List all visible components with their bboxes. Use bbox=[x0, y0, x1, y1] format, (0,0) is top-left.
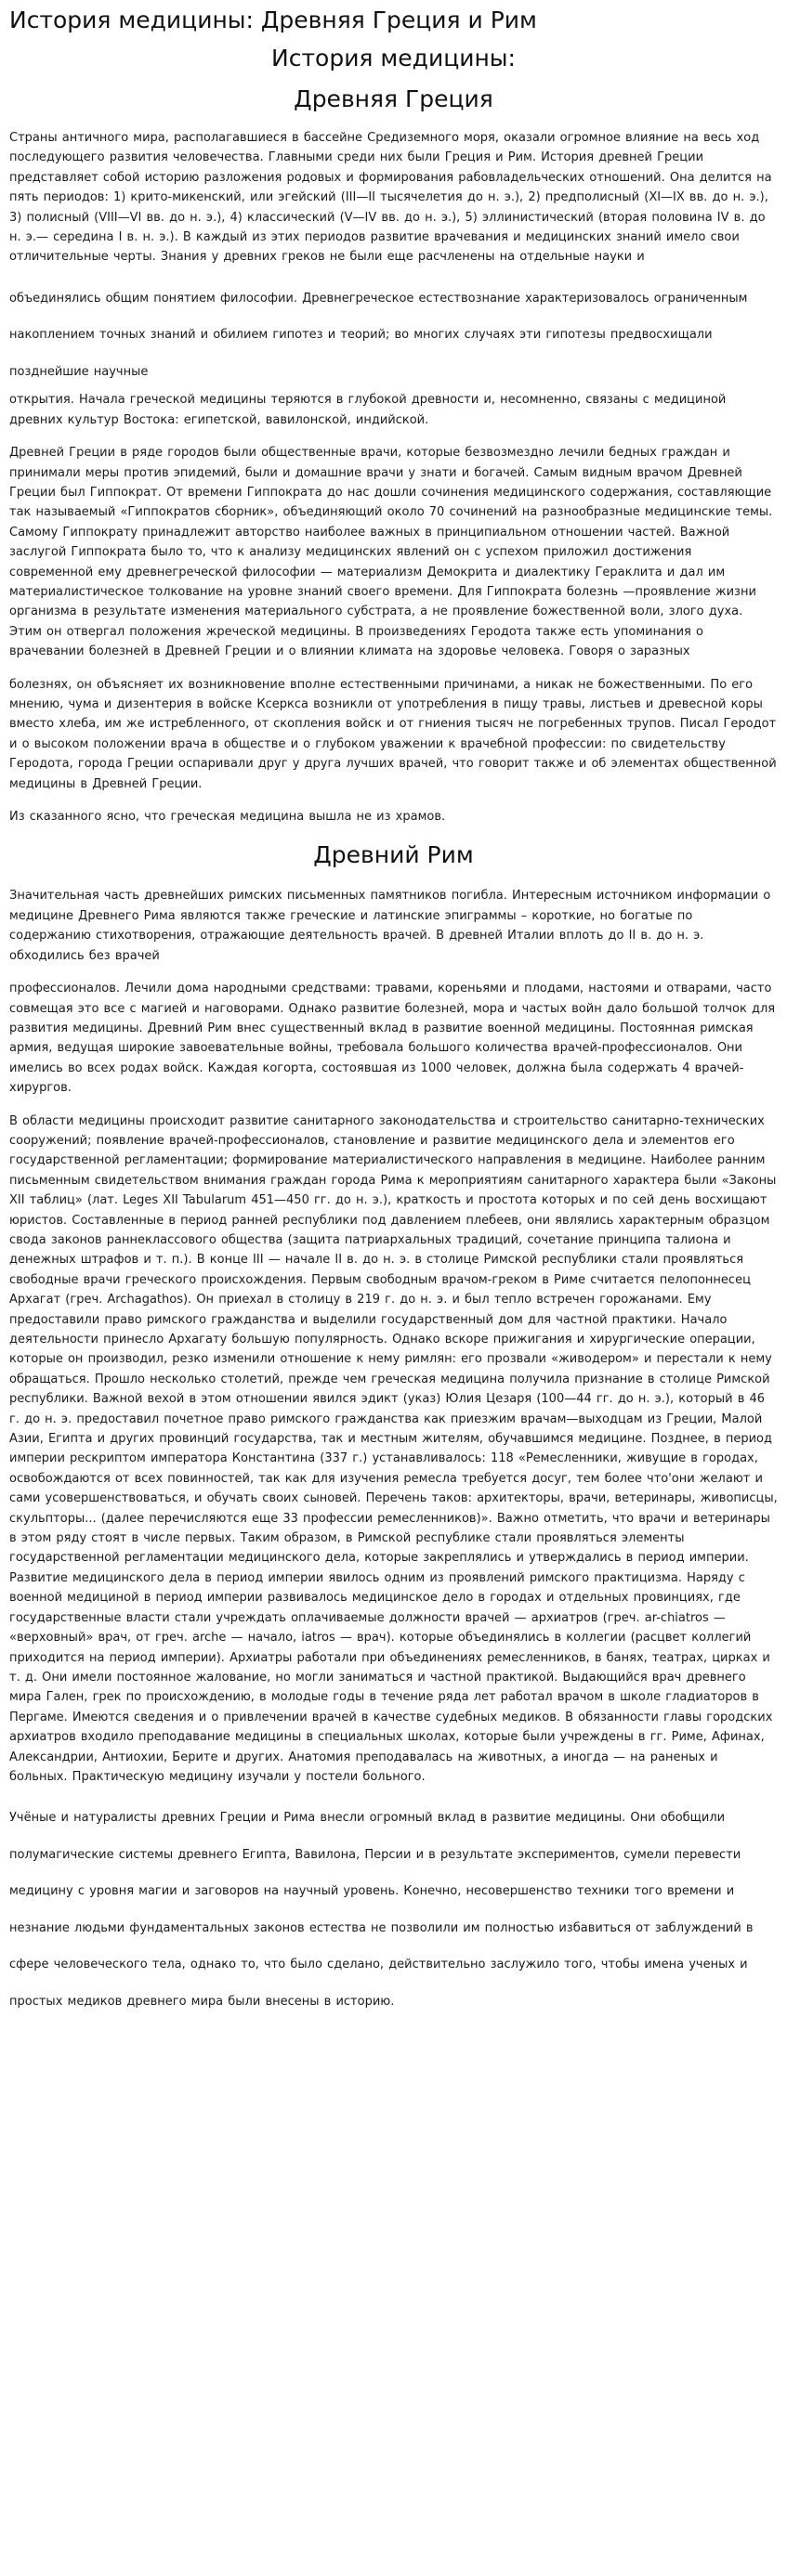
main-heading: История медицины: bbox=[271, 45, 516, 72]
paragraph: профессионалов. Лечили дома народными средствами: травами, кореньями и плодами, настоями и отварами, часто совмещая это все с магией и наговорами. Однако развитие болезней, мора и частых войн дало большой толчок для развития медицины. Древний Рим внес существенный вклад в развитие военной медицины. Постоянная римская армия, ведущая широкие завоевательные войны, требовала большого количества врачей-профессионалов. Они имелись во всех родах войск. Каждая когорта, состоявшая из 1000 человек, должна была содержать 4 врачей-хирургов. bbox=[9, 982, 776, 1096]
paragraph: В области медицины происходит развитие санитарного законодательства и строительство санитарно-технических сооружений; появление врачей-профессионалов, становление и развитие медицинского дела и элементов его государственной регламентации; формирование материалистического направления в медицине. Наиболее ранним письменным свидетельством внимания граждан города Рима к мероприятиям санитарного характера были «Законы XII таблиц» (лат. Leges XII Tabularum 451—450 гг. до н. э.), краткость и простота которых и по сей день восхищают юристов. Составленные в период ранней республики под давлением плебеев, они являлись характерным образцом свода законов раннеклассового общества (защита патриархальных традиций, сочетание принципа талиона и денежных штрафов и т. п.). В конце III — начале II в. до н. э. в столице Римской республики стали проявляться свободные врачи греческого происхождения. Первым свободным врачом-греком в Риме считается пелопоннесец Архагат (греч. Archagathos). Он приехал в столицу в 219 г. до н. э. и был тепло встречен горожанами. Ему предоставили право римского гражданства и выделили государственный дом для частной практики. Начало деятельности принесло Архагату большую популярность. Однако вскоре прижигания и хирургические операции, которые он производил, резко изменили отношение к нему римлян: его прозвали «живодером» и перестали к нему обращаться. Прошло несколько столетий, прежде чем греческая медицина получила признание в столице Римской республики. Важной вехой в этом отношении явился эдикт (указ) Юлия Цезаря (100—44 гг. до н. э.), который в 46 г. до н. э. предоставил почетное право римского гражданства как приезжим врачам—выходцам из Греции, Малой Азии, Египта и других провинций государства, так и местным жителям, обучавшимся медицине. Позднее, в период империи рескриптом императора Константина (337 г.) устанавливалось: 118 «Ремесленники, живущие в городах, освобождаются от всех повинностей, так как для изучения ремесла требуется досуг, тем более что'они желают и сами усовершенствоваться, и обучать своих сыновей. Перечень таков: архитекторы, врачи, ветеринары, живописцы, скульпторы... (далее перечисляются еще 33 профессии ремесленников)». Важно отметить, что врачи и ветеринары в этом ряду стоят в числе первых. Таким образом, в Римской республике стали проявляться элементы государственной регламентации медицинского дела, которые закреплялись и утверждались в период империи. Развитие медицинского дела в период империи явилось одним из проявлений римского практицизма. Наряду с военной медициной в период империи развивалось медицинское дело в городах и отдельных провинциях, где государственные власти стали учреждать оплачиваемые должности врачей — архиатров (греч. ar-chiatros — «верховный» врач, от греч. arche — начало, iatros — врач). которые объединялись в коллегии (расцвет коллегий приходится на период империи). Архиатры работали при объединениях ремесленников, в банях, театрах, цирках и т. д. Они имели постоянное жалование, но могли заниматься и частной практикой. Выдающийся врач древнего мира Гален, грек по происхождению, в молодые годы в течение ряда лет работал врачом в школе гладиаторов в Пергаме. Имеются сведения и о привлечении врачей в качестве судебных медиков. В обязанности главы городских архиатров входило преподавание медицины в специальных школах, которые были учреждены в гг. Риме, Афинах, Александрии, Антиохии, Берите и других. Анатомия преподавалась на животных, а иногда — на раненых и больных. Практическую медицину изучали у постели больного. bbox=[9, 1113, 778, 1784]
document-title: История медицины: Древняя Греция и Рим bbox=[9, 7, 537, 33]
paragraph: Из сказанного ясно, что греческая медицина вышла не из храмов. bbox=[9, 810, 446, 825]
paragraph: Учёные и натуралисты древних Греции и Рима внесли огромный вклад в развитие медицины. Они обобщили полумагические системы древнего Египта, Вавилона, Персии и в результате экспериментов, сумели перевести медицину с уровня магии и заговоров на научный уровень. Конечно, несовершенство техники того времени и незнание людьми фундаментальных законов естества не позволили им полностью избавиться от заблуждений в сфере человеческого тела, однако то, что было сделано, действительно заслужило того, чтобы имена ученых и простых медиков древнего мира были внесены в историю. bbox=[9, 1811, 754, 2009]
paragraph: болезнях, он объясняет их возникновение вполне естественными причинами, а никак не божественными. По его мнению, чума и дизентерия в войске Ксеркса возникли от употребления в пищу травы, листьев и древесной коры вместо хлеба, им же истребленного, от скопления войск и от гниения тысяч не погребенных трупов. Писал Геродот и о высоком положении врача в обществе и о глубоком уважении к врачебной профессии: по свидетельству Геродота, города Греции оспаривали друг у друга лучших врачей, что говорит также и об элементах общественной медицины в Древней Греции. bbox=[9, 677, 777, 791]
paragraph: объединялись общим понятием философии. Древнегреческое естествознание характеризовалось ограниченным накоплением точных знаний и обилием гипотез и теорий; во многих случаях эти гипотезы предвосхищали позднейшие научные bbox=[9, 291, 748, 379]
section-ancient-greece bbox=[9, 84, 778, 826]
paragraph: открытия. Начала греческой медицины теряются в глубокой древности и, несомненно, связаны с медициной древних культур Востока: египетской, вавилонской, индийской. bbox=[9, 393, 727, 427]
paragraph: Древней Греции в ряде городов были общественные врачи, которые безвозмездно лечили бедных граждан и принимали меры против эпидемий, были и домашние врачи у знати и богачей. Самым видным врачом Древней Греции был Гиппократ. От времени Гиппократа до нас дошли сочинения медицинского содержания, составляющие так называемый «Гиппократов сборник», объединяющий около 70 сочинений на разнообразные медицинские темы. Самому Гиппократу принадлежит авторство наиболее важных в принципиальном отношении частей. Важной заслугой Гиппократа было то, что к анализу медицинских явлений он с успехом приложил достижения современной ему древнегреческой философии — материализм Демокрита и диалектику Гераклита и дал им материалистическое толкование на уровне знаний своего времени. Для Гиппократа болезнь —проявление жизни организма в результате изменения материального субстрата, а не проявление божественной воли, злого духа. Этим он отвергал положения жреческой медицины. В произведениях Геродота также есть упоминания о врачевании болезней в Древней Греции и о влиянии климата на здоровье человека. Говоря о заразных bbox=[9, 446, 773, 659]
section-ancient-rome bbox=[9, 839, 778, 2020]
section-heading-rome: Древний Рим bbox=[313, 841, 474, 869]
section-heading-greece: Древняя Греция bbox=[294, 85, 493, 112]
paragraph: Значительная часть древнейших римских письменных памятников погибла. Интересным источником информации о медицине Древнего Рима являются также греческие и латинские эпиграммы – короткие, но богатые по содержанию стихотворения, отражающие деятельность врачей. В древней Италии вплоть до II в. до н. э. обходились без врачей bbox=[9, 889, 771, 963]
paragraph: Страны античного мира, располагавшиеся в бассейне Средиземного моря, оказали огромное влияние на весь ход последующего развития человечества. Главными среди них были Греция и Рим. История древней Греции представляет собой историю разложения родовых и формирования рабовладельческих отношений. Она делится на пять периодов: 1) крито-микенский, или эгейский (III—II тысячелетия до н. э.), 2) предполисный (XI—IX вв. до н. э.), 3) полисный (VIII—VI вв. до н. э.), 4) классический (V—IV вв. до н. э.), 5) эллинистический (вторая половина IV в. до н. э.— середина I в. н. э.). В каждый из этих периодов развитие врачевания и медицинских знаний имело свои отличительные черты. Знания у древних греков не были еще расчленены на отдельные науки и bbox=[9, 131, 772, 265]
